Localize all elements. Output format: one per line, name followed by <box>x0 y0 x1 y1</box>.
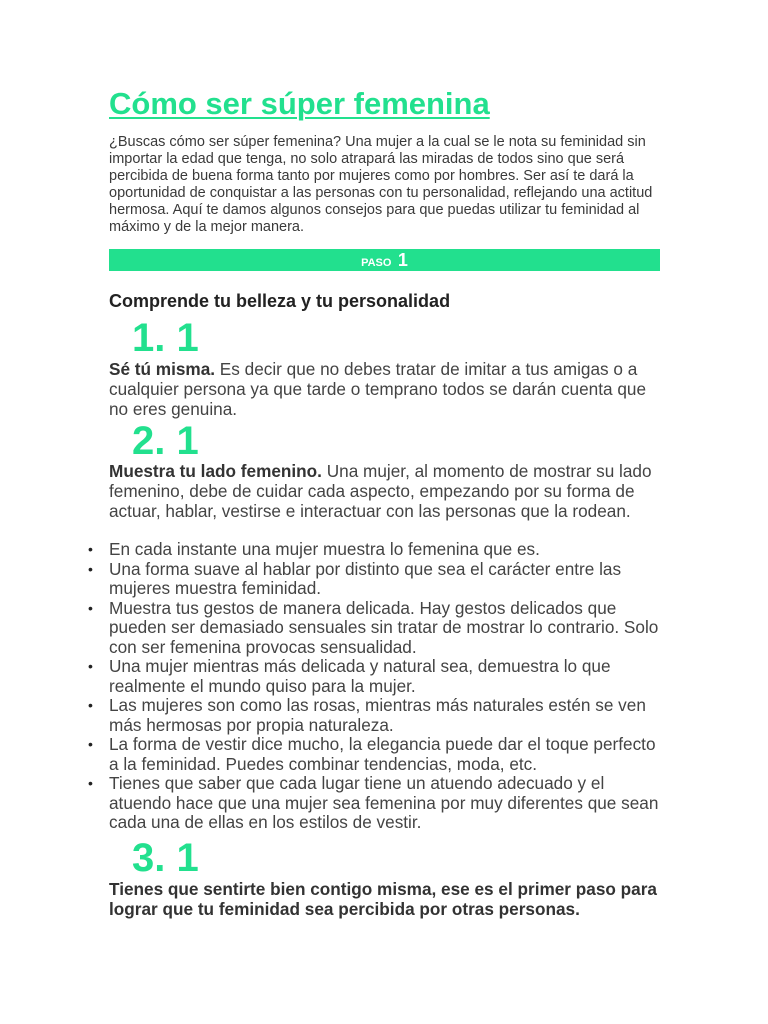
step-text-1 <box>109 359 664 419</box>
list-item: • La forma de vestir dice mucho, la elegancia puede dar el toque perfecto a la feminidad. Puedes combinar tendencias, moda, etc. <box>88 734 656 774</box>
step-body-1: Es decir que no debes tratar de imitar a tus amigas o a cualquier persona ya que tarde o temprano todos se darán cuenta que no eres genuina. <box>109 359 647 419</box>
paso-number: 1 <box>397 250 408 270</box>
tips-list <box>88 539 664 833</box>
bullet-icon: • <box>88 658 93 674</box>
step-body-2: Una mujer, al momento de mostrar su lado femenino, debe de cuidar cada aspecto, empezando por su forma de actuar, hablar, vestirse e interactuar con las personas que la rodean. <box>109 461 652 521</box>
step-number-1: 1. 1 <box>132 316 199 360</box>
section-heading: Comprende tu belleza y tu personalidad <box>109 291 451 311</box>
step-number-2: 2. 1 <box>132 419 199 463</box>
list-item: • En cada instante una mujer muestra lo femenina que es. <box>88 539 540 559</box>
bullet-icon: • <box>88 599 93 616</box>
intro-paragraph: ¿Buscas cómo ser súper femenina? Una mujer a la cual se le nota su feminidad sin importar la edad que tenga, no solo atrapará las miradas de todos sino que será percibida de buena forma tanto por mujeres como por hombres. Ser así te dará la oportunidad de conquistar a las personas con tu personalidad, reflejando una actitud hermosa. Aquí te damos algunos consejos para que puedas utilizar tu feminidad al máximo y de la mejor manera. <box>109 134 653 235</box>
bullet-icon: • <box>88 775 93 791</box>
paso-label: PASO <box>361 257 392 269</box>
step-lead-1: Sé tú misma. <box>109 359 216 379</box>
bullet-icon: • <box>88 560 93 577</box>
bullet-icon: • <box>88 697 93 713</box>
paso-banner <box>109 249 660 271</box>
list-item: • Muestra tus gestos de manera delicada. Hay gestos delicados que pueden ser demasiado sensuales sin tratar de mostrar lo contrario. Solo con ser femenina provocas sensualidad. <box>88 597 659 657</box>
step-text-3: Tienes que sentirte bien contigo misma, ese es el primer paso para lograr que tu feminidad sea percibida por otras personas. <box>109 879 657 919</box>
bullet-icon: • <box>88 736 93 752</box>
list-item: • Tienes que saber que cada lugar tiene un atuendo adecuado y el atuendo hace que una mujer sea femenina por muy diferentes que sean cada una de ellas en los estilos de vestir. <box>88 773 659 832</box>
page-title: Cómo ser súper femenina <box>109 86 490 121</box>
step-lead-2: Muestra tu lado femenino. <box>109 461 322 481</box>
bullet-icon: • <box>88 541 93 557</box>
list-item: • Las mujeres son como las rosas, mientras más naturales estén se ven más hermosas por propia naturaleza. <box>88 695 646 735</box>
step-number-3: 3. 1 <box>132 836 199 880</box>
list-item: • Una mujer mientras más delicada y natural sea, demuestra lo que realmente el mundo quiso para la mujer. <box>88 656 611 696</box>
list-item: • Una forma suave al hablar por distinto que sea el carácter entre las mujeres muestra feminidad. <box>88 558 622 598</box>
step-text-2 <box>109 461 664 521</box>
